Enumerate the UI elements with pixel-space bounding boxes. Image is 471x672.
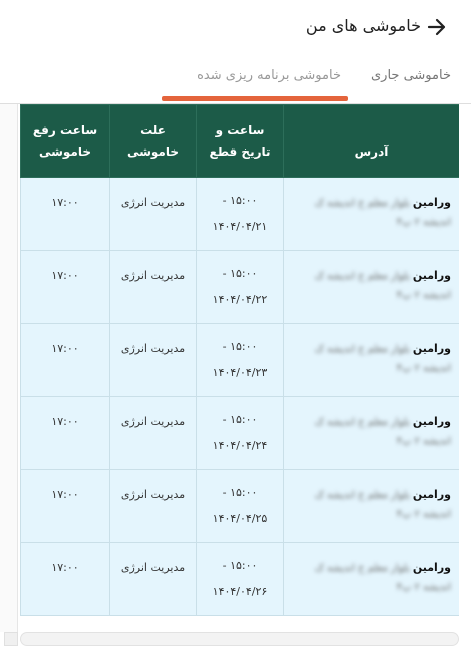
back-button[interactable]: [426, 16, 448, 38]
address-cell: ورامینبلوار معلم خ اندیشه ک اندیشه ۲ پ۴: [284, 324, 460, 397]
table-row: [21, 251, 460, 324]
active-tab-indicator: [162, 96, 348, 101]
table-header-row: [21, 105, 460, 178]
column-header-restore-time: ساعت رفع خاموشی: [21, 105, 110, 178]
restore-time-cell: ۱۷:۰۰: [21, 324, 110, 397]
datetime-cell: ۱۵:۰۰ - ۱۴۰۴/۰۴/۲۵: [197, 470, 284, 543]
outage-table-container: [20, 104, 459, 616]
page-header: [0, 0, 471, 56]
cause-cell: مدیریت انرژی: [110, 470, 197, 543]
tab-current-outages[interactable]: خاموشی جاری: [371, 68, 451, 83]
table-row: [21, 178, 460, 251]
datetime-cell: ۱۵:۰۰ - ۱۴۰۴/۰۴/۲۴: [197, 397, 284, 470]
datetime-cell: ۱۵:۰۰ - ۱۴۰۴/۰۴/۲۱: [197, 178, 284, 251]
cause-cell: مدیریت انرژی: [110, 543, 197, 616]
vertical-scrollbar[interactable]: [4, 632, 18, 646]
column-header-cause: علت خاموشی: [110, 105, 197, 178]
cause-cell: مدیریت انرژی: [110, 178, 197, 251]
datetime-cell: ۱۵:۰۰ - ۱۴۰۴/۰۴/۲۲: [197, 251, 284, 324]
address-cell: ورامینبلوار معلم خ اندیشه ک اندیشه ۲ پ۴: [284, 470, 460, 543]
restore-time-cell: ۱۷:۰۰: [21, 543, 110, 616]
restore-time-cell: ۱۷:۰۰: [21, 397, 110, 470]
cause-cell: مدیریت انرژی: [110, 251, 197, 324]
arrow-right-icon: [427, 18, 447, 36]
tab-bar: [0, 60, 471, 104]
table-row: [21, 324, 460, 397]
table-row: [21, 397, 460, 470]
address-cell: ورامینبلوار معلم خ اندیشه ک اندیشه ۲ پ۴: [284, 543, 460, 616]
left-gutter: [0, 104, 18, 632]
cause-cell: مدیریت انرژی: [110, 397, 197, 470]
cause-cell: مدیریت انرژی: [110, 324, 197, 397]
table-row: [21, 543, 460, 616]
address-cell: ورامینبلوار معلم خ اندیشه ک اندیشه ۲ پ۴: [284, 251, 460, 324]
column-header-datetime: ساعت و تاریخ قطع: [197, 105, 284, 178]
horizontal-scrollbar[interactable]: [20, 632, 459, 646]
restore-time-cell: ۱۷:۰۰: [21, 178, 110, 251]
tab-scheduled-outages[interactable]: خاموشی برنامه ریزی شده: [197, 68, 341, 83]
address-cell: ورامینبلوار معلم خ اندیشه ک اندیشه ۲ پ۴: [284, 178, 460, 251]
restore-time-cell: ۱۷:۰۰: [21, 470, 110, 543]
column-header-address: آدرس: [284, 105, 460, 178]
page-title: خاموشی های من: [305, 16, 421, 35]
datetime-cell: ۱۵:۰۰ - ۱۴۰۴/۰۴/۲۶: [197, 543, 284, 616]
restore-time-cell: ۱۷:۰۰: [21, 251, 110, 324]
address-cell: ورامینبلوار معلم خ اندیشه ک اندیشه ۲ پ۴: [284, 397, 460, 470]
table-row: [21, 470, 460, 543]
datetime-cell: ۱۵:۰۰ - ۱۴۰۴/۰۴/۲۳: [197, 324, 284, 397]
outage-table: [20, 104, 459, 616]
